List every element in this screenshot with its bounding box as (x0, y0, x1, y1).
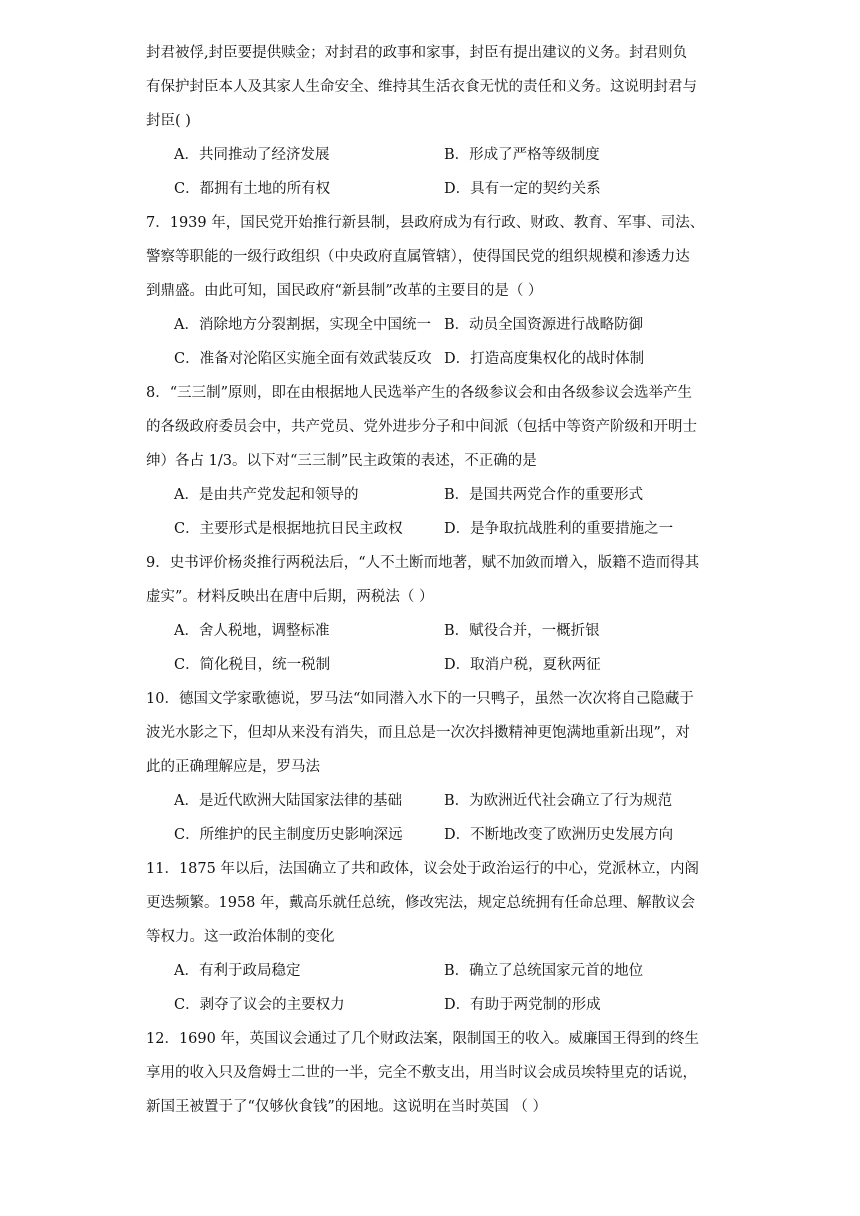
q9-option-b[interactable]: B．赋役合并，一概折银 (444, 623, 600, 639)
q11-line-1: 11．1875 年以后，法国确立了共和政体，议会处于政治运行的中心，党派林立，内阁 (146, 861, 699, 877)
q6-option-d[interactable]: D．具有一定的契约关系 (444, 181, 601, 197)
q9-option-a[interactable]: A．舍人税地，调整标准 (174, 623, 330, 639)
q7-line-3: 到鼎盛。由此可知，国民政府“新县制”改革的主要目的是（ ） (146, 283, 543, 299)
q7-line-2: 警察等职能的一级行政组织（中央政府直属管辖），使得国民党的组织规模和渗透力达 (146, 249, 690, 265)
q10-option-b[interactable]: B．为欧洲近代社会确立了行为规范 (444, 793, 673, 809)
q8-line-3: 绅）各占 1/3。以下对“三三制”民主政策的表述，不正确的是 (146, 453, 537, 469)
q11-option-a[interactable]: A．有利于政局稳定 (174, 963, 301, 979)
q9-option-c[interactable]: C．简化税目，统一税制 (174, 657, 331, 673)
q7-option-d[interactable]: D．打造高度集权化的战时体制 (444, 351, 645, 367)
q8-line-2: 的各级政府委员会中，共产党员、党外进步分子和中间派（包括中等资产阶级和开明士 (146, 419, 697, 435)
q10-line-3: 此的正确理解应是，罗马法 (146, 759, 320, 775)
q12-line-3: 新国王被置于了“仅够伙食钱”的困地。这说明在当时英国 （ ） (146, 1099, 548, 1115)
q7-option-a[interactable]: A．消除地方分裂割据，实现全中国统一 (174, 317, 431, 333)
q10-option-d[interactable]: D．不断地改变了欧洲历史发展方向 (444, 827, 674, 843)
q7-option-c[interactable]: C．准备对沦陷区实施全面有效武装反攻 (174, 351, 432, 367)
q8-line-1: 8．“三三制”原则，即在由根据地人民选举产生的各级参议会和由各级参议会选举产生 (146, 385, 693, 401)
q6-option-b[interactable]: B．形成了严格等级制度 (444, 147, 600, 163)
q11-option-b[interactable]: B．确立了总统国家元首的地位 (444, 963, 644, 979)
q8-option-b[interactable]: B．是国共两党合作的重要形式 (444, 487, 644, 503)
q6-line-3: 封臣( ) (146, 113, 191, 129)
q8-option-a[interactable]: A．是由共产党发起和领导的 (174, 487, 359, 503)
q9-line-1: 9．史书评价杨炎推行两税法后，“人不土断而地著，赋不加敛而增入，版籍不造而得其 (146, 555, 700, 571)
q6-option-a[interactable]: A．共同推动了经济发展 (174, 147, 330, 163)
q10-option-c[interactable]: C．所维护的民主制度历史影响深远 (174, 827, 403, 843)
q11-option-c[interactable]: C．剥夺了议会的主要权力 (174, 997, 345, 1013)
q12-line-2: 享用的收入只及詹姆士二世的一半，完全不敷支出，用当时议会成员埃特里克的话说， (146, 1065, 697, 1081)
q11-line-3: 等权力。这一政治体制的变化 (146, 929, 335, 945)
q9-line-2: 虚实”。材料反映出在唐中后期，两税法（ ） (146, 589, 434, 605)
q9-option-d[interactable]: D．取消户税，夏秋两征 (444, 657, 601, 673)
q10-option-a[interactable]: A．是近代欧洲大陆国家法律的基础 (174, 793, 402, 809)
q11-line-2: 更迭频繁。1958 年，戴高乐就任总统，修改宪法，规定总统拥有任命总理、解散议会 (146, 895, 696, 911)
q7-line-1: 7．1939 年，国民党开始推行新县制，县政府成为有行政、财政、教育、军事、司法、 (146, 215, 705, 231)
q10-line-1: 10．德国文学家歌德说，罗马法“如同潜入水下的一只鸭子，虽然一次次将自己隐藏于 (146, 691, 694, 707)
q8-option-c[interactable]: C．主要形式是根据地抗日民主政权 (174, 521, 403, 537)
q11-option-d[interactable]: D．有助于两党制的形成 (444, 997, 601, 1013)
q8-option-d[interactable]: D．是争取抗战胜利的重要措施之一 (444, 521, 674, 537)
q6-line-2: 有保护封臣本人及其家人生命安全、维持其生活衣食无忧的责任和义务。这说明封君与 (146, 79, 697, 95)
q12-line-1: 12．1690 年，英国议会通过了几个财政法案，限制国王的收入。威廉国王得到的终生 (146, 1031, 699, 1047)
q6-line-1: 封君被俘,封臣要提供赎金；对封君的政事和家事，封臣有提出建议的义务。封君则负 (146, 45, 688, 61)
q7-option-b[interactable]: B．动员全国资源进行战略防御 (444, 317, 644, 333)
q10-line-2: 波光水影之下，但却从来没有消失，而且总是一次次抖擞精神更饱满地重新出现”，对 (146, 725, 690, 741)
q6-option-c[interactable]: C．都拥有土地的所有权 (174, 181, 331, 197)
